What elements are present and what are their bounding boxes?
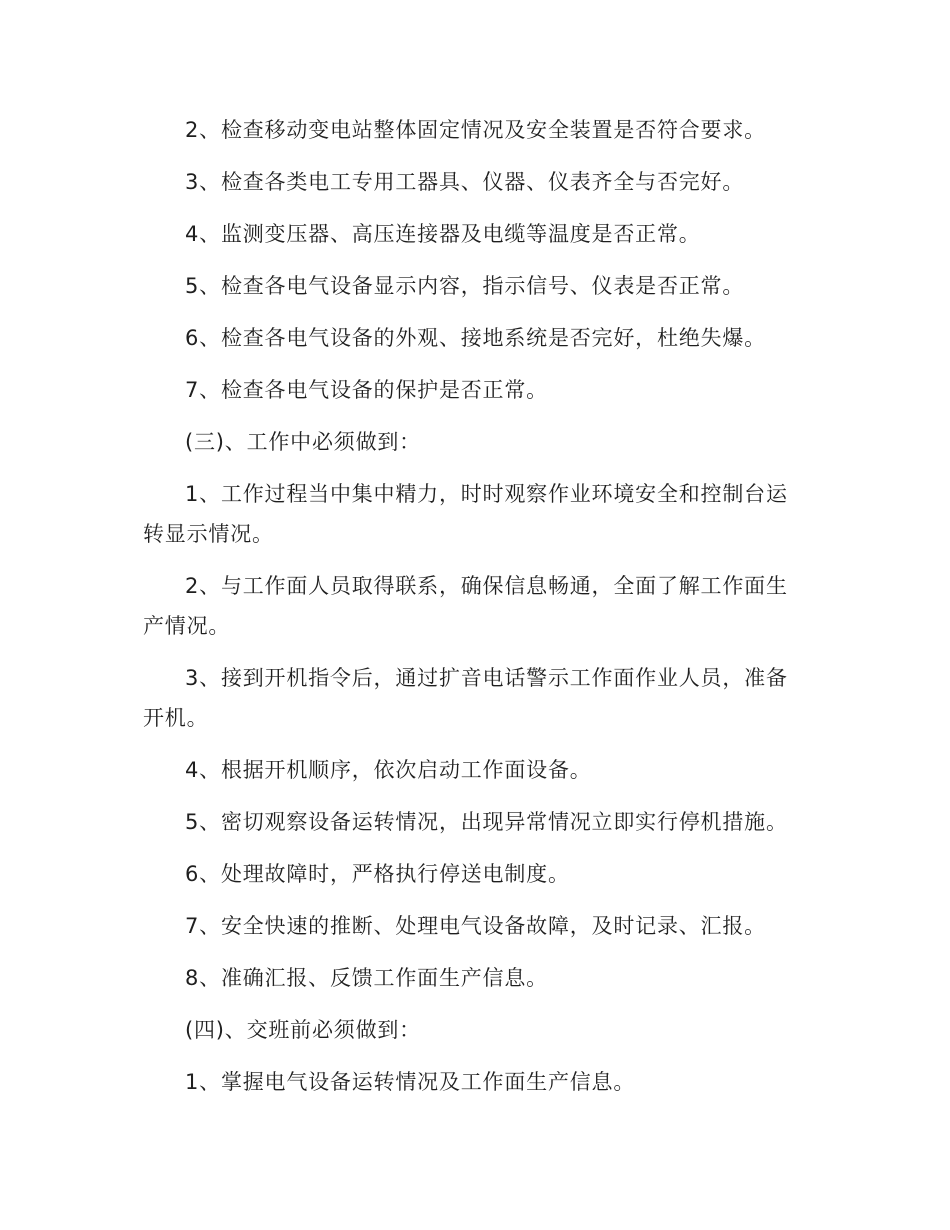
paragraph-fault-handling: 6、处理故障时，严格执行停送电制度。: [185, 862, 570, 886]
paragraph-master-status: 1、掌握电气设备运转情况及工作面生产信息。: [185, 1070, 636, 1094]
paragraph-fault-diagnosis: 7、安全快速的推断、处理电气设备故障，及时记录、汇报。: [185, 914, 766, 938]
section-heading-before-handover: (四)、交班前必须做到：: [185, 1018, 421, 1042]
paragraph-report-feedback: 8、准确汇报、反馈工作面生产信息。: [185, 966, 548, 990]
paragraph-check-appearance-grounding: 6、检查各电气设备的外观、接地系统是否完好，杜绝失爆。: [185, 326, 766, 350]
paragraph-check-protection: 7、检查各电气设备的保护是否正常。: [185, 378, 548, 402]
paragraph-monitor-temperatures: 4、监测变压器、高压连接器及电缆等温度是否正常。: [185, 222, 701, 246]
paragraph-check-mobile-substation: 2、检查移动变电站整体固定情况及安全装置是否符合要求。: [185, 118, 766, 142]
paragraph-observe-operation: 5、密切观察设备运转情况，出现异常情况立即实行停机措施。: [185, 810, 788, 834]
document-body: [143, 110, 807, 1114]
paragraph-check-tools-instruments: 3、检查各类电工专用工器具、仪器、仪表齐全与否完好。: [185, 170, 745, 194]
paragraph-startup-sequence: 4、根据开机顺序，依次启动工作面设备。: [185, 758, 592, 782]
paragraph-concentrate-observe: 1、工作过程当中集中精力，时时观察作业环境安全和控制台运转显示情况。: [143, 482, 788, 546]
paragraph-contact-workface: 2、与工作面人员取得联系，确保信息畅通，全面了解工作面生产情况。: [143, 574, 788, 638]
section-heading-during-work: (三)、工作中必须做到：: [185, 430, 421, 454]
paragraph-startup-warning: 3、接到开机指令后，通过扩音电话警示工作面作业人员，准备开机。: [143, 666, 788, 730]
paragraph-check-display-signals: 5、检查各电气设备显示内容，指示信号、仪表是否正常。: [185, 274, 745, 298]
